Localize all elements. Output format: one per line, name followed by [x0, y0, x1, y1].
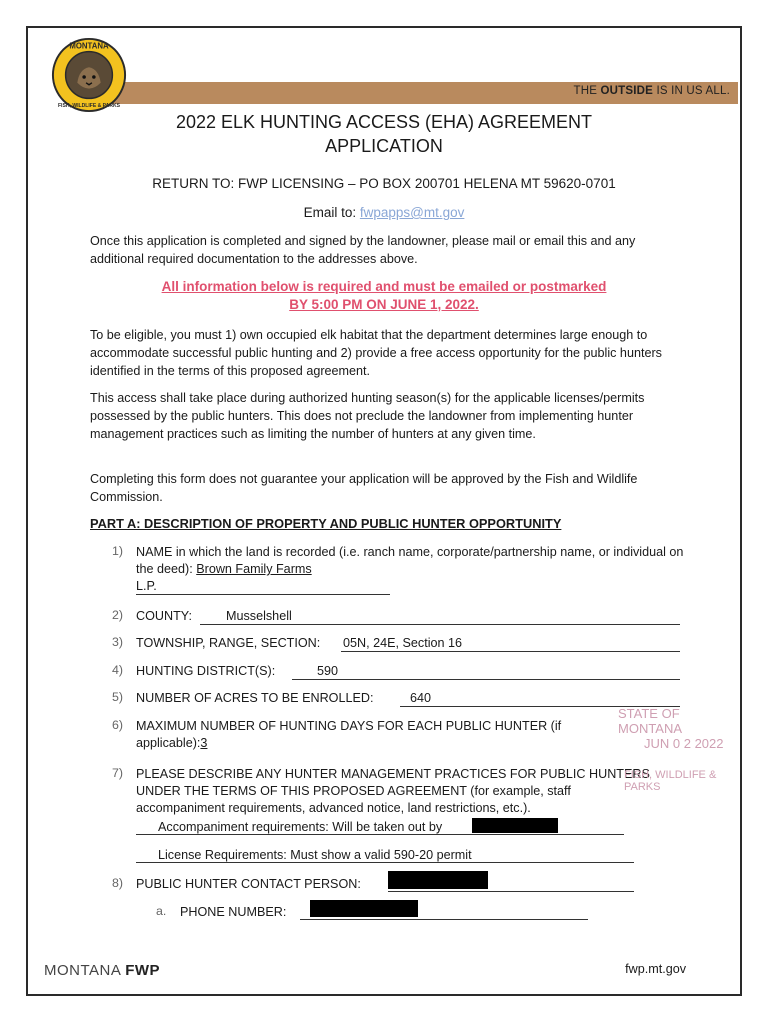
fwp-logo	[50, 36, 128, 114]
received-stamp-line3: FISH, WILDLIFE & PARKS	[624, 769, 717, 793]
item-7-number: 7)	[112, 766, 124, 780]
email-line: Email to: fwpapps@mt.gov	[303, 205, 465, 220]
item-7-question: PLEASE DESCRIBE ANY HUNTER MANAGEMENT PRACTICES FOR PUBLIC HUNTERS UNDER THE TERMS OF THIS PROPOSED AGREEMENT (for example, staff accompaniment requirements, advanced notice, land restrictions, etc.).	[136, 767, 650, 815]
landowner-name-value[interactable]: Brown Family Farms	[196, 562, 312, 576]
item-3-question: TOWNSHIP, RANGE, SECTION:	[136, 636, 321, 650]
item-1-number: 1)	[112, 544, 124, 558]
eligibility-paragraph: To be eligible, you must 1) own occupied elk habitat that the department determines large enough to accommodate successful public hunting and 2) provide a free access opportunity for the public hunters identified in the terms of this proposed agreement.	[90, 328, 662, 378]
county-underline	[200, 624, 680, 625]
max-days-value[interactable]: 3	[200, 736, 208, 750]
footer-url: fwp.mt.gov	[625, 962, 686, 976]
item-6-question: MAXIMUM NUMBER OF HUNTING DAYS FOR EACH PUBLIC HUNTER (if applicable):3	[136, 719, 562, 750]
acres-value[interactable]: 640	[410, 691, 432, 705]
item-5-number: 5)	[112, 690, 124, 704]
intro-paragraph: Once this application is completed and signed by the landowner, please mail or email this and any additional required documentation to the addresses above.	[90, 234, 636, 266]
svg-text:MONTANA: MONTANA	[69, 41, 109, 51]
application-page	[26, 26, 742, 996]
item-2-question: COUNTY:	[136, 609, 192, 623]
deadline-notice-line1: All information below is required and must be emailed or postmarked	[161, 279, 607, 294]
item-4-number: 4)	[112, 663, 124, 677]
township-range-section-value[interactable]: 05N, 24E, Section 16	[343, 636, 463, 650]
contact-redaction	[388, 871, 488, 889]
hunter-management-line1[interactable]: Accompaniment requirements: Will be taken out by	[158, 820, 443, 834]
item-8a-letter: a.	[156, 904, 167, 918]
name-underline	[136, 594, 390, 595]
management-underline-2	[136, 862, 634, 863]
item-8-question: PUBLIC HUNTER CONTACT PERSON:	[136, 877, 361, 891]
received-stamp-line1: STATE OF MONTANA	[618, 706, 683, 736]
header-banner	[88, 82, 738, 104]
form-title-line2: APPLICATION	[325, 136, 443, 156]
contact-underline	[388, 891, 634, 892]
redaction-bar	[472, 818, 558, 833]
email-link[interactable]: fwpapps@mt.gov	[359, 205, 465, 220]
item-8a-question: PHONE NUMBER:	[180, 905, 287, 919]
item-8-number: 8)	[112, 876, 124, 890]
landowner-name-continued[interactable]: L.P.	[136, 579, 157, 593]
guarantee-paragraph: Completing this form does not guarantee your application will be approved by the Fish and Wildlife Commission.	[90, 472, 638, 504]
footer-brand: MONTANA FWP	[44, 962, 161, 979]
received-stamp-date: JUN 0 2 2022	[644, 736, 724, 751]
hunting-district-value[interactable]: 590	[317, 664, 339, 678]
management-underline-1	[136, 834, 624, 835]
county-value[interactable]: Musselshell	[226, 609, 292, 623]
phone-underline	[300, 919, 588, 920]
township-underline	[341, 651, 680, 652]
part-a-heading: PART A: DESCRIPTION OF PROPERTY AND PUBLIC HUNTER OPPORTUNITY	[90, 516, 562, 531]
return-address: RETURN TO: FWP LICENSING – PO BOX 200701 HELENA MT 59620-0701	[152, 176, 616, 191]
access-paragraph: This access shall take place during authorized hunting season(s) for the applicable licenses/permits possessed by the public hunters. This does not preclude the landowner from implementing hunter management practices such as limiting the number of hunters at any given time.	[90, 391, 645, 441]
item-3-number: 3)	[112, 635, 124, 649]
deadline-notice-line2: BY 5:00 PM ON JUNE 1, 2022.	[289, 297, 479, 312]
form-title-line1: 2022 ELK HUNTING ACCESS (EHA) AGREEMENT	[175, 112, 593, 132]
tagline: THE OUTSIDE IS IN US ALL.	[573, 85, 730, 97]
item-6-number: 6)	[112, 718, 124, 732]
district-underline	[292, 679, 680, 680]
svg-text:FISH, WILDLIFE & PARKS: FISH, WILDLIFE & PARKS	[57, 103, 121, 110]
item-1-question: NAME in which the land is recorded (i.e. ranch name, corporate/partnership name, or individual on the deed): Brown Family Farms	[136, 545, 684, 576]
item-5-question: NUMBER OF ACRES TO BE ENROLLED:	[136, 691, 374, 705]
item-2-number: 2)	[112, 608, 124, 622]
item-4-question: HUNTING DISTRICT(S):	[136, 664, 276, 678]
hunter-management-line2[interactable]: License Requirements: Must show a valid 590-20 permit	[158, 848, 472, 862]
phone-redaction	[310, 900, 418, 917]
